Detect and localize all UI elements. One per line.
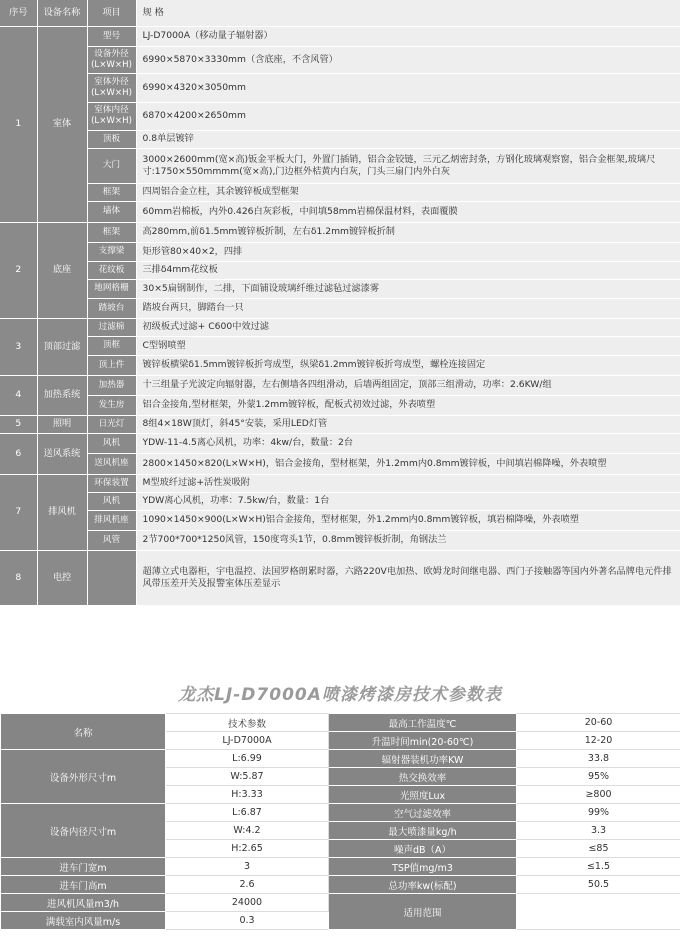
spec-row [0,26,680,46]
spec-row [0,201,680,222]
spec-row [0,279,680,298]
spec-value: YDW离心风机，功率：7.5kw/台，数量：1台 [136,492,680,510]
right-value: ≥800 [517,786,680,804]
item-label [87,336,136,355]
spec-row [0,336,680,355]
item-label-text: 墙体 [102,206,121,216]
wind-speed-label: 满载室内风量m/s [1,912,166,930]
spec-value: 2800×1450×820(L×W×H)，铝合金接角，型材框架，外1.2mm内0.8mm镀锌板，中间填岩棉降噪，外表喷塑 [136,453,680,474]
item-label-text: 花纹板 [98,264,125,275]
spec-value: 60mm岩棉板，内外0.426白灰彩板，中间填58mm岩棉保温材料，表面覆膜 [136,201,680,222]
item-label [87,550,136,605]
item-label-text: 日光灯 [98,418,125,429]
spec-row [0,550,680,605]
item-label [87,453,136,474]
spec-header-row [0,0,680,26]
tech-label: 技术参数 [166,714,329,732]
right-label: 空气过滤效率 [329,804,517,822]
item-label [87,279,136,298]
spec-value: 8组4×18W顶灯，斜45°安装，采用LED灯管 [136,415,680,433]
section-number: 8 [0,550,37,605]
item-label [87,261,136,279]
right-value: ≤85 [517,840,680,858]
item-label-text: 室体外径 [94,76,129,87]
item-label-text: 发生房 [98,399,125,410]
spec-row [0,183,680,201]
spec-row [0,453,680,474]
item-label [87,73,136,102]
header-no: 序号 [0,0,37,26]
spec-value: 3000×2600mm(宽×高)钣金平板大门，外置门插销，铝合金铰链，三元乙炳密封条，方钢化玻璃观察窗，铝合金框架,玻璃尺寸:1750×550mmmm(宽×高),门边框外桔黄内白灰，门头三扇门内外白灰 [136,148,680,183]
air-volume-value: 24000 [166,894,329,912]
item-label-text: 送风机座 [94,458,129,468]
spec-value: 0.8单层镀锌 [136,130,680,148]
item-label-text: 过滤棉 [98,321,125,332]
param-table-title: 龙杰LJ-D7000A喷漆烤漆房技术参数表 [178,685,502,705]
item-label [87,242,136,261]
spec-row [0,222,680,242]
spec-value: 踏坡台两只，脚踏台一只 [136,298,680,318]
spec-value: 三排δ4mm花纹板 [136,261,680,279]
param-row [1,750,680,768]
spec-value: 初级板式过滤+ C600中效过滤 [136,318,680,336]
item-label-sub: (L×W×H) [91,59,132,70]
param-row [1,714,680,732]
item-label-text: 框架 [102,186,121,197]
item-label [87,395,136,415]
spec-row [0,510,680,530]
door-width-value: 3 [166,858,329,876]
spec-value: YDW-11-4.5离心风机，功率：4kw/台，数量：2台 [136,433,680,453]
right-label: 最大喷漆量kg/h [329,822,517,840]
section-name: 电控 [37,550,87,605]
right-value: 20-60 [517,714,680,732]
spec-row [0,375,680,395]
right-label: 噪声dB（A） [329,840,517,858]
model-value: LJ-D7000A [166,732,329,750]
right-value: ≤1.5 [517,858,680,876]
outer-size-value: H:3.33 [166,786,329,804]
section-name: 顶部过滤 [37,318,87,375]
spec-value: 2节700*700*1250风管，150度弯头1节，0.8mm镀锌板折制，角钢法兰 [136,530,680,550]
item-label [87,375,136,395]
section-name: 室体 [37,26,87,222]
right-value: 95% [517,768,680,786]
spec-row [0,242,680,261]
section-name: 照明 [37,415,87,433]
spec-value: 6990×4320×3050mm [136,73,680,102]
right-label: 总功率kw(标配) [329,876,517,894]
section-name: 排风机 [37,474,87,550]
item-label [87,130,136,148]
right-label: 辐射器装机功率KW [329,750,517,768]
item-label [87,102,136,130]
door-width-label: 进车门宽m [1,858,166,876]
spec-value: 6990×5870×3330mm（含底座，不含风管） [136,46,680,73]
param-row [1,858,680,876]
spec-row [0,492,680,510]
spec-row [0,355,680,375]
spec-row [0,261,680,279]
item-label-text: 踏坡台 [98,302,125,313]
air-volume-label: 进风机风量m3/h [1,894,166,912]
right-label: TSP值mg/m3 [329,858,517,876]
item-label [87,201,136,222]
right-value: 33.8 [517,750,680,768]
door-height-label: 进车门高m [1,876,166,894]
param-table [0,713,680,930]
spec-value: LJ-D7000A（移动量子辐射器） [136,26,680,46]
item-label [87,298,136,318]
outer-size-label: 设备外形尺寸m [1,750,166,804]
item-label-text: 风机 [102,495,121,506]
item-label [87,510,136,530]
right-value: 99% [517,804,680,822]
item-label-text: 地网格栅 [94,283,129,293]
section-number: 2 [0,222,37,318]
inner-size-value: W:4.2 [166,822,329,840]
spec-value: 镀锌板横梁δ1.5mm镀锌板折弯成型，纵梁δ1.2mm镀锌板折弯成型，螺栓连接固定 [136,355,680,375]
spec-value: 高280mm,前δ1.5mm镀锌板折制，左右δ1.2mm镀锌板折制 [136,222,680,242]
item-label-text: 顶上件 [98,359,125,370]
spec-value: 1090×1450×900(L×W×H)铝合金接角，型材框架，外1.2mm内0.8mm镀锌板，填岩棉降噪，外表喷塑 [136,510,680,530]
section-number: 1 [0,26,37,222]
section-number: 5 [0,415,37,433]
item-label [87,492,136,510]
section-number: 7 [0,474,37,550]
item-label-text: 支撑梁 [98,246,125,256]
section-number: 3 [0,318,37,375]
spec-value: 十三组量子光波定向辐射器，左右侧墙各四组滑动，后墙两组固定，顶部三组滑动，功率：2.6KW/组 [136,375,680,395]
param-row [1,894,680,912]
item-label [87,474,136,492]
spec-row [0,433,680,453]
spec-value: 铝合金接角,型材框架，外蒙1.2mm镀锌板，配板式初效过滤，外表喷塑 [136,395,680,415]
door-height-value: 2.6 [166,876,329,894]
item-label-text: 排风机座 [94,514,129,525]
right-label: 升温时间min(20-60℃) [329,732,517,750]
inner-size-value: L:6.87 [166,804,329,822]
item-label-sub: (L×W×H) [91,87,132,98]
item-label-text: 室体内径 [94,105,129,115]
item-label-text: 顶框 [102,340,121,350]
item-label-text: 设备外径 [94,48,129,59]
right-label: 热交换效率 [329,768,517,786]
outer-size-value: L:6.99 [166,750,329,768]
header-spec: 规 格 [136,0,680,26]
spec-row [0,530,680,550]
right-value: 50.5 [517,876,680,894]
right-value: 12-20 [517,732,680,750]
spec-value: 6870×4200×2650mm [136,102,680,130]
spec-row [0,130,680,148]
spec-row [0,318,680,336]
name-label: 名称 [1,714,166,750]
section-name: 加热系统 [37,375,87,415]
item-label-text: 顶板 [102,133,121,144]
spec-row [0,102,680,130]
item-label-text: 框架 [102,226,121,237]
spec-value: M型玻纤过滤+活性炭吸附 [136,474,680,492]
spec-value: C型钢喷塑 [136,336,680,355]
spec-value: 超薄立式电器柜，宇电温控、法国罗格朗累时器，六路220V电加热、欧姆龙时间继电器、西门子接触器等国内外著名品牌电元件排风带压差开关及报警室体压差显示 [136,550,680,605]
outer-size-value: W:5.87 [166,768,329,786]
item-label [87,415,136,433]
scope-value [517,894,680,930]
item-label-text: 加热器 [98,379,125,390]
item-label [87,46,136,73]
section-number: 4 [0,375,37,415]
wind-speed-value: 0.3 [166,912,329,930]
header-device: 设备名称 [37,0,87,26]
param-row [1,876,680,894]
spec-row [0,46,680,73]
spec-row [0,148,680,183]
spec-row [0,73,680,102]
scope-label: 适用范围 [329,894,517,930]
right-label: 最高工作温度℃ [329,714,517,732]
item-label-text: 大门 [102,160,121,170]
item-label-text: 环保装置 [94,477,129,488]
spec-value: 矩形管80×40×2，四排 [136,242,680,261]
section-name: 送风系统 [37,433,87,474]
item-label [87,530,136,550]
spec-row [0,395,680,415]
spec-row [0,298,680,318]
item-label [87,183,136,201]
spec-row [0,474,680,492]
item-label-text: 风管 [102,534,121,545]
spec-value: 30×5扁钢制作，二排，下面铺设玻璃纤维过滤毡过滤漆雾 [136,279,680,298]
section-name: 底座 [37,222,87,318]
spec-value: 四周铝合金立柱，其余镀锌板成型框架 [136,183,680,201]
inner-size-value: H:2.65 [166,840,329,858]
section-number: 6 [0,433,37,474]
item-label-text: 型号 [102,30,121,41]
item-label [87,433,136,453]
inner-size-label: 设备内径尺寸m [1,804,166,858]
item-label [87,26,136,46]
item-label [87,222,136,242]
item-label [87,355,136,375]
header-item: 项目 [87,0,136,26]
item-label [87,148,136,183]
right-label: 光照度Lux [329,786,517,804]
right-value: 3.3 [517,822,680,840]
param-row [1,804,680,822]
spec-row [0,415,680,433]
item-label [87,318,136,336]
item-label-text: 风机 [102,437,121,448]
item-label-sub: (L×W×H) [91,116,132,126]
